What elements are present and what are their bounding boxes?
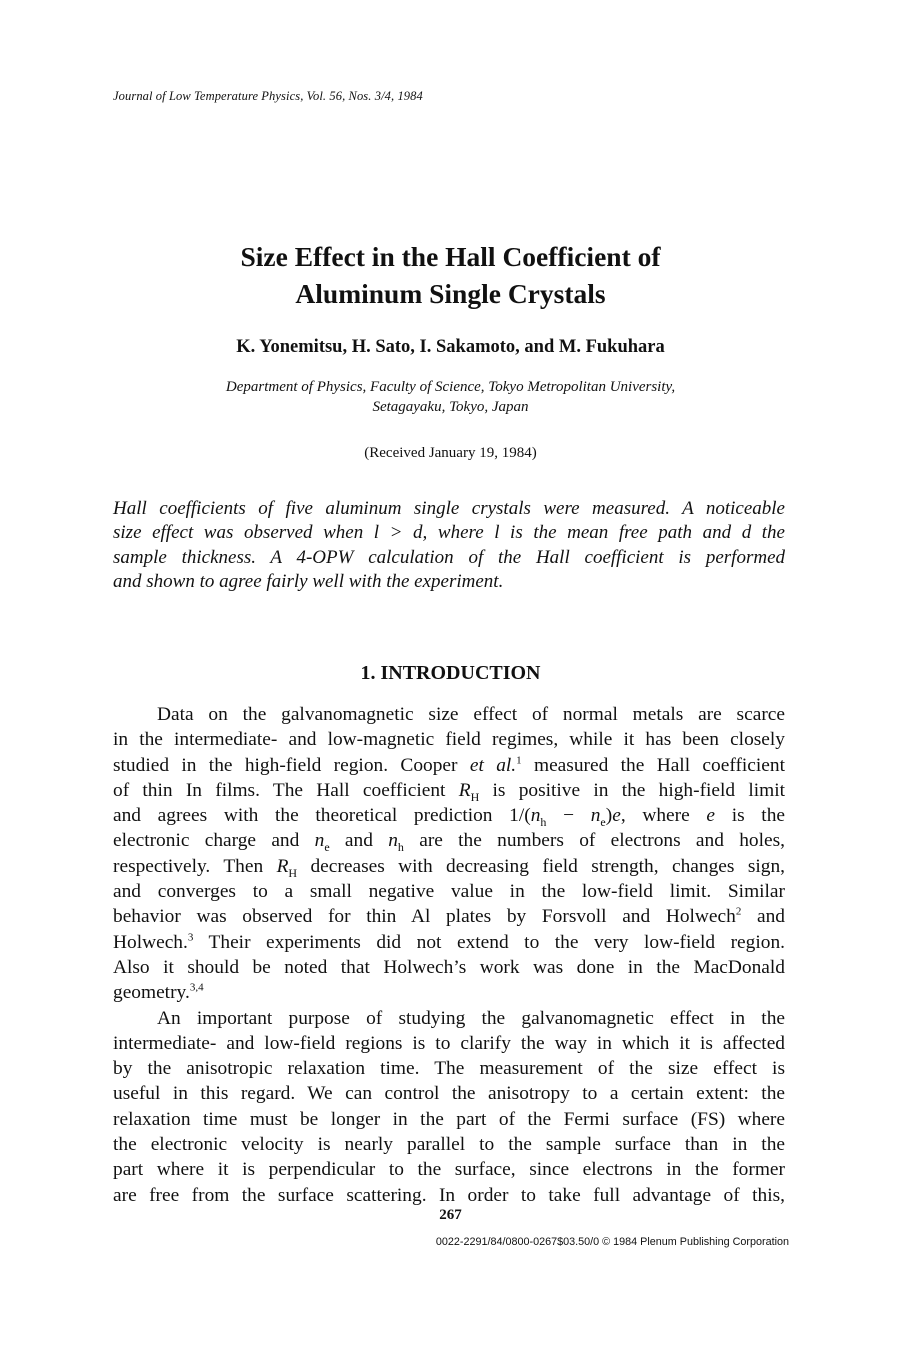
affiliation-line: Setagayaku, Tokyo, Japan bbox=[372, 399, 529, 415]
text-run: are the numbers of electrons and holes, bbox=[403, 830, 785, 852]
page-number: 267 bbox=[439, 1207, 462, 1223]
text-line: the electronic velocity is nearly parallel to the sample surface than in the bbox=[113, 1134, 785, 1156]
text-line: relaxation time must be longer in the part of the Fermi surface (FS) where bbox=[113, 1108, 785, 1130]
section-heading: 1. INTRODUCTION bbox=[360, 662, 541, 684]
text-line bbox=[113, 854, 785, 879]
math-subscript: h bbox=[540, 815, 547, 830]
text-line: part where it is perpendicular to the surface, since electrons in the former bbox=[113, 1159, 785, 1181]
text-run: studied in the high-field region. Cooper bbox=[113, 754, 470, 776]
citation-ref: 1 bbox=[516, 754, 522, 767]
text-line bbox=[113, 778, 785, 803]
text-run: of thin In films. The Hall coefficient bbox=[113, 779, 459, 801]
affiliation-line: Department of Physics, Faculty of Science, Tokyo Metropolitan University, bbox=[225, 379, 676, 395]
math-symbol: n bbox=[590, 805, 601, 827]
text-line: intermediate- and low-field regions is to clarify the way in which it is affected bbox=[113, 1032, 785, 1054]
received-date: (Received January 19, 1984) bbox=[364, 445, 537, 461]
text-run: measured the Hall coefficient bbox=[521, 754, 785, 776]
abstract bbox=[113, 497, 785, 594]
abstract-line: sample thickness. A 4-OPW calculation of the Hall coefficient is performed bbox=[113, 546, 785, 568]
text-line bbox=[113, 904, 785, 929]
math-subscript: e bbox=[600, 815, 606, 830]
text-run: and bbox=[741, 906, 785, 928]
math-subscript: H bbox=[288, 865, 298, 880]
text-line bbox=[113, 955, 785, 980]
text-line bbox=[113, 879, 785, 904]
text-run: Holwech. bbox=[113, 931, 188, 953]
text-run: electronic charge and bbox=[113, 830, 315, 852]
text-line bbox=[113, 803, 785, 828]
text-run: ) bbox=[605, 805, 613, 827]
text-line: by the anisotropic relaxation time. The measurement of the size effect is bbox=[113, 1058, 785, 1080]
text-run: in the intermediate- and low-magnetic field regimes, while it has been closely bbox=[113, 729, 785, 751]
text-run: − bbox=[546, 805, 591, 827]
journal-citation: Journal of Low Temperature Physics, Vol. 56, Nos. 3/4, 1984 bbox=[113, 89, 423, 103]
math-symbol: n bbox=[530, 805, 541, 827]
text-run: decreases with decreasing field strength, changes sign, bbox=[297, 855, 786, 877]
math-symbol: n bbox=[388, 830, 398, 852]
text-run: geometry. bbox=[113, 982, 190, 1004]
title-line: Size Effect in the Hall Coefficient of bbox=[240, 241, 661, 272]
text-run: Data on the galvanomagnetic size effect of normal metals are scarce bbox=[157, 704, 785, 725]
citation-ref: 3 bbox=[187, 931, 194, 944]
text-run: and agrees with the theoretical prediction 1/( bbox=[113, 805, 531, 827]
math-subscript: H bbox=[470, 789, 480, 804]
affiliation bbox=[0, 377, 901, 417]
paper-title bbox=[0, 238, 901, 312]
text-line bbox=[113, 753, 785, 778]
text-run: respectively. Then bbox=[113, 855, 277, 877]
text-line: An important purpose of studying the galvanomagnetic effect in the bbox=[157, 1007, 785, 1029]
math-symbol: n bbox=[314, 830, 325, 852]
math-symbol: e bbox=[612, 805, 621, 827]
math-symbol: R bbox=[276, 855, 289, 877]
text-run: Also it should be noted that Holwech’s work was done in the MacDonald bbox=[113, 956, 785, 978]
citation-ref: 2 bbox=[735, 905, 742, 918]
text-run: Their experiments did not extend to the very low-field region. bbox=[193, 931, 785, 953]
title-line: Aluminum Single Crystals bbox=[295, 278, 606, 309]
abstract-line: size effect was observed when l > d, where l is the mean free path and d the bbox=[113, 522, 785, 544]
math-subscript: e bbox=[324, 840, 330, 855]
text-run: and converges to a small negative value in the low-field limit. Similar bbox=[113, 881, 785, 903]
text-line bbox=[113, 727, 785, 752]
abstract-line: and shown to agree fairly well with the experiment. bbox=[113, 570, 504, 592]
abstract-line: Hall coefficients of five aluminum single crystals were measured. A noticeable bbox=[113, 498, 785, 519]
copyright-line: 0022-2291/84/0800-0267$03.50/0 © 1984 Plenum Publishing Corporation bbox=[435, 1236, 789, 1248]
math-symbol: e bbox=[706, 805, 716, 827]
paragraph bbox=[113, 1006, 785, 1208]
text-run: behavior was observed for thin Al plates by Forsvoll and Holwech bbox=[113, 906, 736, 928]
math-subscript: h bbox=[397, 840, 404, 855]
text-line: are free from the surface scattering. In order to take full advantage of this, bbox=[113, 1184, 785, 1206]
author-list: K. Yonemitsu, H. Sato, I. Sakamoto, and M. Fukuhara bbox=[236, 337, 665, 357]
text-run: , where bbox=[620, 805, 707, 827]
text-line bbox=[113, 702, 785, 727]
math-symbol: R bbox=[458, 779, 471, 801]
text-line bbox=[113, 828, 785, 853]
paragraph bbox=[113, 702, 785, 1006]
text-line bbox=[113, 980, 785, 1005]
text-run: is the bbox=[715, 805, 785, 827]
text-run: and bbox=[329, 830, 389, 852]
text-line: useful in this regard. We can control the anisotropy to a certain extent: the bbox=[113, 1083, 785, 1105]
body-text bbox=[113, 702, 785, 1208]
text-run: is positive in the high-field limit bbox=[479, 779, 785, 801]
italic-text: et al. bbox=[469, 754, 517, 776]
text-line bbox=[113, 930, 785, 955]
citation-ref: 3,4 bbox=[189, 981, 204, 994]
